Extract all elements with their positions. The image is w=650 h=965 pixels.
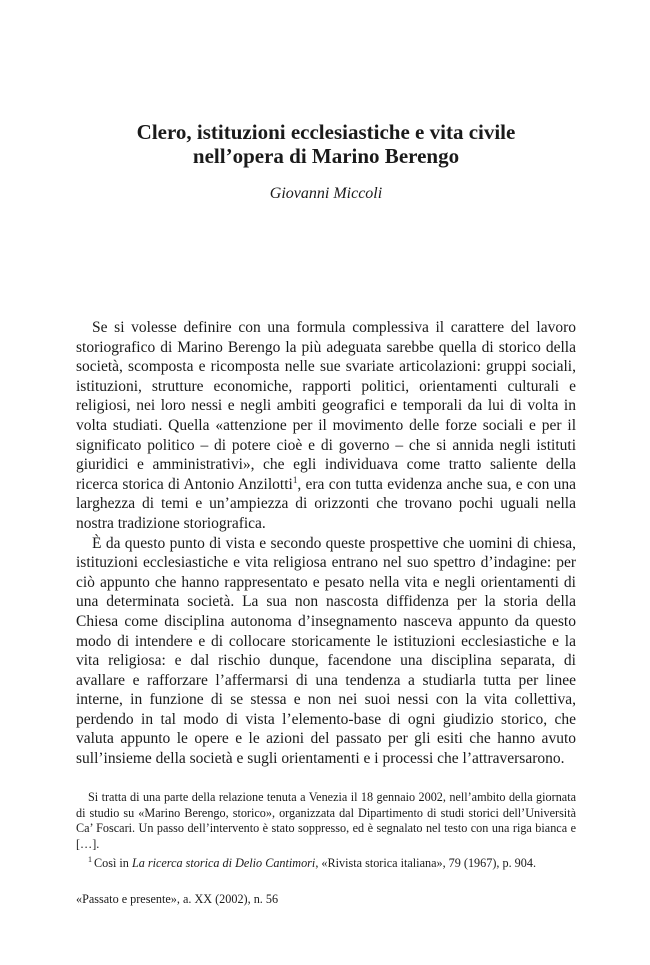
journal-reference: «Passato e presente», a. XX (2002), n. 56: [76, 892, 279, 906]
footnotes: [76, 790, 576, 872]
body-text: [76, 318, 576, 769]
footnote-1: [76, 852, 576, 872]
title-line-2: nell’opera di Marino Berengo: [192, 144, 460, 168]
footnote-1-text-b: , «Rivista storica italiana», 79 (1967), p. 904.: [315, 856, 537, 871]
paragraph-1-text-b: , era con tutta evidenza anche sua, e con una larghezza di temi e un’ampiezza di orizzonti che trovano pochi uguali nella nostra tradizione storiografica.: [76, 475, 576, 532]
footnote-intro: Si tratta di una parte della relazione tenuta a Venezia il 18 gennaio 2002, nell’ambito della giornata di studio su «Marino Berengo, storico», organizzata dal Dipartimento di studi storici dell’Università Ca’ Foscari. Un passo dell’intervento è stato soppresso, ed è segnalato nel testo con una riga bianca e […].: [76, 790, 576, 851]
footnote-1-number: 1: [88, 855, 92, 865]
footnote-1-text-a: Così in: [94, 856, 132, 871]
author-name: Giovanni Miccoli: [269, 185, 383, 202]
title-line-1: Clero, istituzioni ecclesiastiche e vita civile: [136, 120, 516, 144]
article-title: [76, 120, 576, 168]
footnote-ref-1: 1: [292, 474, 298, 485]
paragraph-1: [76, 318, 576, 534]
paragraph-1-text-a: Se si volesse definire con una formula complessiva il carattere del lavoro storiografico di Marino Berengo la più adeguata sarebbe quella di storico della società, scomposta e ricomposta nelle sue svariate articolazioni: gruppi sociali, istituzioni, strutture economiche, rapporti politici, orientamenti culturali e religiosi, nei loro nessi e negli ambiti geografici e temporali da lui di volta in volta studiati. Quella «attenzione per il movimento delle forze sociali e per il significato politico – di potere cioè e di governo – che si annida negli istituti giuridici e amministrativi», che egli individuava come tratto saliente della ricerca storica di Antonio Anzilotti: [76, 319, 576, 493]
paragraph-2: È da questo punto di vista e secondo queste prospettive che uomini di chiesa, istituzioni ecclesiastiche e vita religiosa entrano nel suo spettro d’indagine: per ciò appunto che hanno rappresentato e pesato nella vita e negli orientamenti di una determinata società. La sua non nascosta diffidenza per la storia della Chiesa come disciplina autonoma d’insegnamento nasceva appunto da questo modo di intendere e di collocare storicamente le istituzioni ecclesiastiche e la vita religiosa: e dal rischio dunque, facendone una disciplina separata, di avallare e rafforzare l’affermarsi di una tendenza a studiarla tutta per linee interne, in funzione di se stessa e non nei suoi nessi con la vita collettiva, perdendo in tal modo di vista l’elemento-base di ogni giudizio storico, che valuta appunto le opere e le azioni del passato per gli esiti che hanno avuto sull’insieme della società e sugli orientamenti e i processi che l’attraversarono.: [76, 534, 576, 768]
footnote-1-book-title: La ricerca storica di Delio Cantimori: [131, 856, 316, 871]
